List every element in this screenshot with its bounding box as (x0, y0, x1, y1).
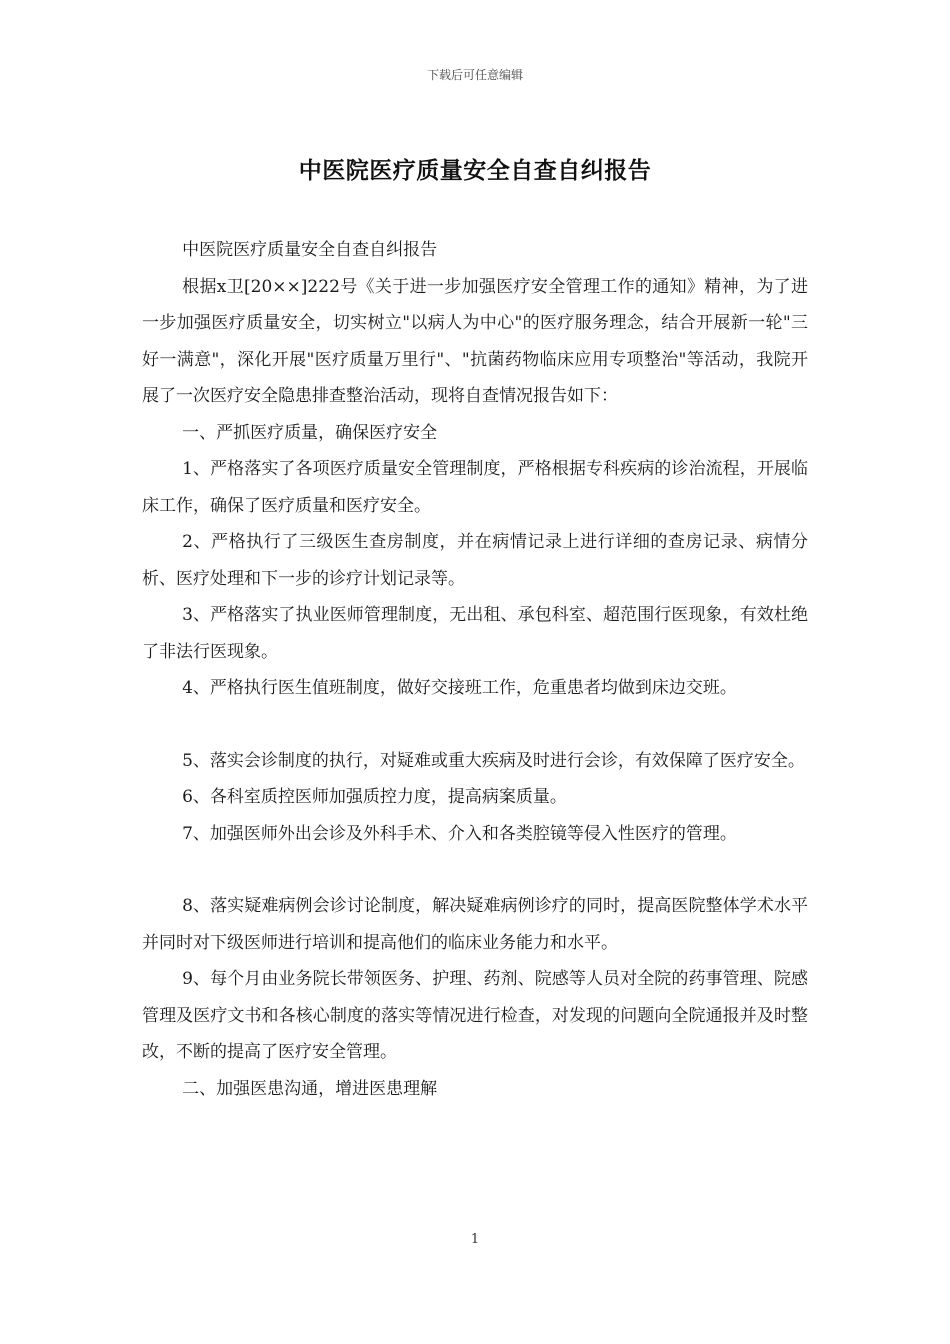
paragraph-item-4: 4、严格执行医生值班制度，做好交接班工作，危重患者均做到床边交班。 (182, 678, 737, 698)
document-body (142, 232, 808, 1107)
paragraph-item-1: 1、严格落实了各项医疗质量安全管理制度，严格根据专科疾病的诊治流程，开展临床工作，确保了医疗质量和医疗安全。 (142, 459, 808, 516)
header-note: 下载后可任意编辑 (426, 68, 523, 82)
paragraph-intro: 根据x卫[20××]222号《关于进一步加强医疗安全管理工作的通知》精神，为了进一步加强医疗质量安全，切实树立"以病人为中心"的医疗服务理念，结合开展新一轮"三好一满意"，深化开展"医疗质量万里行"、"抗菌药物临床应用专项整治"等活动，我院开展了一次医疗安全隐患排查整治活动，现将自查情况报告如下： (142, 276, 808, 406)
section-heading-2: 二、加强医患沟通，增进医患理解 (182, 1078, 438, 1099)
section-heading-1: 一、严抓医疗质量，确保医疗安全 (182, 422, 438, 443)
paragraph-item-2: 2、严格执行了三级医生查房制度，并在病情记录上进行详细的查房记录、病情分析、医疗处理和下一步的诊疗计划记录等。 (142, 532, 808, 589)
paragraph-item-7: 7、加强医师外出会诊及外科手术、介入和各类腔镜等侵入性医疗的管理。 (182, 823, 737, 844)
blank-line (142, 852, 808, 888)
paragraph-item-8: 8、落实疑难病例会诊讨论制度，解决疑难病例诊疗的同时，提高医院整体学术水平并同时对下级医师进行培训和提高他们的临床业务能力和水平。 (142, 896, 808, 953)
page-number: 1 (470, 1232, 480, 1247)
paragraph-item-6: 6、各科室质控医师加强质控力度，提高病案质量。 (182, 787, 567, 807)
document-title: 中医院医疗质量安全自查自纠报告 (298, 158, 652, 184)
paragraph-item-5: 5、落实会诊制度的执行，对疑难或重大疾病及时进行会诊，有效保障了医疗安全。 (182, 750, 805, 771)
paragraph-subtitle: 中医院医疗质量安全自查自纠报告 (182, 240, 438, 260)
blank-line (142, 707, 808, 743)
paragraph-item-9: 9、每个月由业务院长带领医务、护理、药剂、院感等人员对全院的药事管理、院感管理及医疗文书和各核心制度的落实等情况进行检查，对发现的问题向全院通报并及时整改，不断的提高了医疗安全管理。 (142, 969, 808, 1062)
paragraph-item-3: 3、严格落实了执业医师管理制度，无出租、承包科室、超范围行医现象，有效杜绝了非法行医现象。 (142, 605, 808, 662)
